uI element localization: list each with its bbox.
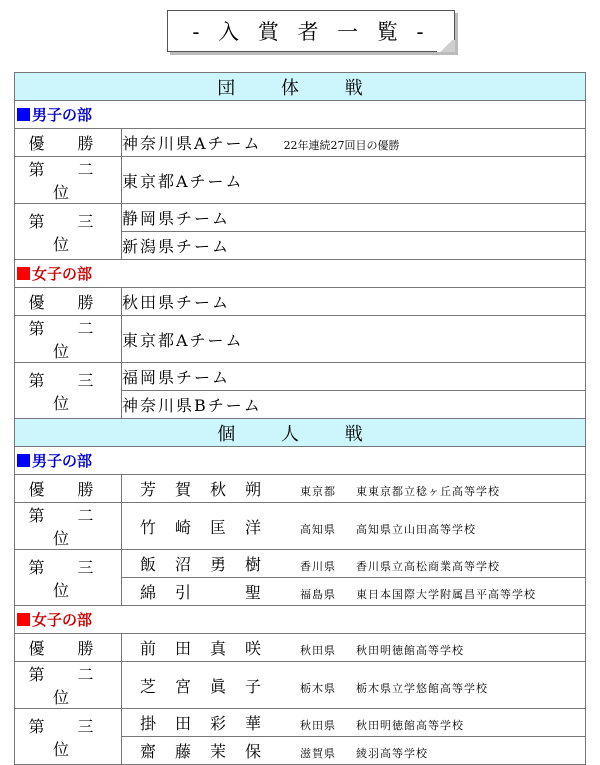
- team-female-section-row: [15, 260, 586, 288]
- athlete-name: 齋藤茉保: [140, 742, 281, 761]
- school: 綾羽高等学校: [356, 747, 428, 760]
- winner-cell: [122, 634, 586, 662]
- winner-cell: [122, 737, 586, 765]
- red-square-icon: [17, 267, 30, 280]
- athlete-name: 芳賀秋朔: [140, 480, 281, 499]
- prefecture: 秋田県: [300, 719, 336, 732]
- school: 栃木県立学悠館高等学校: [356, 681, 488, 695]
- prefecture: 栃木県: [300, 681, 336, 695]
- rank-cell: 優 勝: [15, 129, 122, 157]
- prefecture: 滋賀県: [300, 747, 336, 760]
- record-note: 22年連続27回目の優勝: [283, 139, 400, 152]
- page-title-text: - 入 賞 者 一 覧 -: [192, 20, 430, 44]
- team-header: 団 体 戦: [15, 73, 586, 101]
- rank-cell: 第 三 位: [15, 204, 122, 260]
- individual-female-section-label: [15, 611, 92, 629]
- individual-male-label-text: 男子の部: [32, 452, 93, 470]
- school: 東日本国際大学附属昌平高等学校: [356, 588, 536, 601]
- table-row: [15, 662, 586, 709]
- winner-cell: [122, 550, 586, 578]
- rank-cell: 第 二 位: [15, 503, 122, 550]
- winner-cell: [122, 578, 586, 606]
- team-female-label-text: 女子の部: [32, 265, 93, 283]
- table-row: [15, 550, 586, 578]
- winner-cell: [122, 503, 586, 550]
- athlete-name: 竹崎匡洋: [140, 517, 281, 537]
- individual-header: 個 人 戦: [15, 419, 586, 447]
- rank-cell: 第 三 位: [15, 709, 122, 765]
- school: 東東京都立稔ヶ丘高等学校: [356, 485, 500, 498]
- individual-female-section-row: [15, 606, 586, 634]
- table-row: [15, 503, 586, 550]
- prefecture: 東京都: [300, 485, 336, 498]
- prefecture: 秋田県: [300, 644, 336, 657]
- rank-cell: 優 勝: [15, 475, 122, 503]
- individual-header-row: [15, 419, 586, 447]
- red-square-icon: [17, 613, 30, 626]
- table-row: [15, 129, 586, 157]
- rank-cell: 第 三 位: [15, 363, 122, 419]
- school: 秋田明徳館高等学校: [356, 644, 464, 657]
- table-row: [15, 363, 586, 391]
- table-row: [15, 634, 586, 662]
- page-title: [167, 10, 455, 52]
- prefecture: 高知県: [300, 522, 336, 536]
- winner-cell: [122, 709, 586, 737]
- school: 香川県立高松商業高等学校: [356, 560, 500, 573]
- individual-male-section-label: [15, 452, 92, 470]
- blue-square-icon: [17, 108, 30, 121]
- team-name: 福岡県チーム: [122, 363, 586, 391]
- team-name: 神奈川県Aチーム: [122, 134, 262, 153]
- team-female-section-label: [15, 265, 92, 283]
- rank-cell: 優 勝: [15, 288, 122, 316]
- table-row: [15, 157, 586, 204]
- team-male-label-text: 男子の部: [32, 106, 93, 124]
- team-male-section-row: [15, 101, 586, 129]
- winner-cell: [122, 475, 586, 503]
- team-name: 秋田県チーム: [122, 288, 586, 316]
- page-curl-decoration: [437, 40, 455, 52]
- table-row: [15, 709, 586, 737]
- individual-results-table: [14, 418, 586, 765]
- blue-square-icon: [17, 454, 30, 467]
- rank-cell: 第 二 位: [15, 157, 122, 204]
- team-male-section-label: [15, 106, 92, 124]
- team-name: 東京都Aチーム: [122, 316, 586, 363]
- school: 高知県立山田高等学校: [356, 522, 476, 536]
- table-row: [15, 204, 586, 232]
- table-row: [15, 475, 586, 503]
- table-row: [15, 288, 586, 316]
- winner-cell: [122, 662, 586, 709]
- individual-female-label-text: 女子の部: [32, 611, 93, 629]
- team-name: 新潟県チーム: [122, 232, 586, 260]
- team-name: 静岡県チーム: [122, 204, 586, 232]
- athlete-name: 芝宮眞子: [140, 676, 281, 696]
- prefecture: 福島県: [300, 588, 336, 601]
- team-name: 神奈川県Bチーム: [122, 391, 586, 419]
- rank-cell: 第 二 位: [15, 662, 122, 709]
- rank-cell: 第 二 位: [15, 316, 122, 363]
- team-name-cell: [122, 129, 586, 157]
- table-row: [15, 316, 586, 363]
- rank-cell: 第 三 位: [15, 550, 122, 606]
- athlete-name: 飯沼勇樹: [140, 555, 281, 574]
- athlete-name: 前田真咲: [140, 639, 281, 658]
- school: 秋田明徳館高等学校: [356, 719, 464, 732]
- team-name: 東京都Aチーム: [122, 157, 586, 204]
- team-header-row: [15, 73, 586, 101]
- athlete-name: 綿引 聖: [140, 583, 281, 602]
- rank-cell: 優 勝: [15, 634, 122, 662]
- individual-male-section-row: [15, 447, 586, 475]
- athlete-name: 掛田彩華: [140, 714, 281, 733]
- prefecture: 香川県: [300, 560, 336, 573]
- team-results-table: [14, 72, 586, 419]
